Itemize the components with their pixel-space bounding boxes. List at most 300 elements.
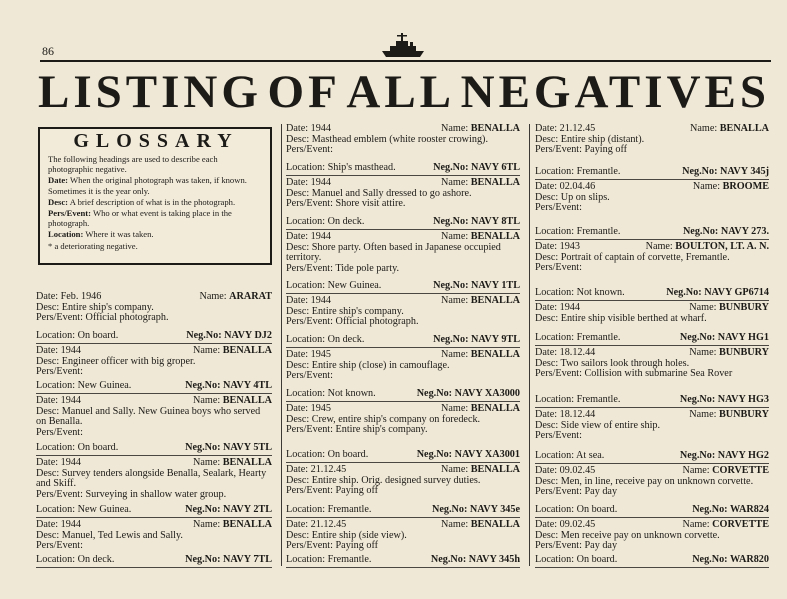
entry-footer (286, 450, 520, 461)
entry-desc: Desc: Portrait of captain of corvette, Fremantle. (535, 251, 730, 263)
entry-location: Location: At sea. (535, 450, 605, 462)
entry-header (535, 466, 769, 477)
entry-location: Location: Fremantle. (286, 504, 372, 516)
listing-entry (286, 232, 520, 294)
glossary-item (48, 175, 264, 195)
entry-neg-value: WAR824 (729, 504, 769, 516)
glossary-item (48, 208, 264, 228)
entry-pers-event: Pers/Event: Official photograph. (36, 312, 169, 324)
entry-body (535, 348, 769, 380)
entry-name (690, 124, 769, 135)
entry-pers-event: Pers/Event: Tide pole party. (286, 262, 400, 274)
glossary-text: Who or what event is taking place in the photograph. (48, 208, 232, 229)
entry-header (286, 350, 520, 361)
entry-neg-label: Neg.No: (679, 332, 718, 344)
listing-entry (36, 346, 272, 394)
entry-footer (286, 217, 520, 228)
entry-desc: Desc: Crew, entire ship's company on foredeck. (286, 413, 481, 425)
entry-name (682, 520, 769, 531)
entry-neg (185, 505, 272, 516)
glossary-term: Pers/Event: (48, 208, 91, 219)
entry-neg-label: Neg.No: (433, 334, 472, 346)
entry-header (286, 520, 520, 531)
entry-neg-label: Neg.No: (666, 287, 705, 299)
entry-body (286, 465, 520, 497)
entry-header (36, 396, 272, 407)
entry-neg (433, 217, 520, 228)
entry-header (535, 124, 769, 135)
entry-desc: Desc: Men receive pay on unknown corvette. (535, 529, 720, 541)
entry-neg-value: NAVY XA3001 (454, 449, 520, 461)
entry-body (286, 404, 520, 436)
entry-neg (431, 555, 520, 566)
entry-neg-value: NAVY 4TL (223, 380, 272, 392)
glossary-term: Desc: (48, 196, 69, 207)
entry-body (535, 124, 769, 156)
listing-entry (535, 410, 769, 464)
entry-body (535, 182, 769, 214)
listing-entry (286, 520, 520, 568)
entry-name-value: BROOME (722, 181, 769, 192)
entry-header (36, 292, 272, 303)
entry-date: Date: 18.12.44 (535, 409, 596, 420)
entry-neg-label: Neg.No: (185, 442, 224, 454)
entry-name-value: BENALLA (470, 519, 520, 530)
entry-name-value: CORVETTE (712, 519, 769, 530)
glossary-term: Date: (48, 175, 69, 186)
entry-date: Date: 1944 (286, 177, 331, 188)
column-divider (529, 124, 530, 566)
entry-neg (185, 381, 272, 392)
entry-desc: Desc: Survey tenders alongside Benalla, Sealark, Hearty and Skiff. (36, 467, 267, 490)
entry-neg-label: Neg.No: (692, 554, 730, 566)
entry-header (286, 296, 520, 307)
entry-name-value: BENALLA (222, 345, 272, 356)
entry-name-label: Name: (199, 291, 230, 302)
entry-name (193, 396, 272, 407)
ship-icon (380, 30, 426, 58)
entry-neg-value: NAVY 8TL (471, 216, 520, 228)
entry-location: Location: On deck. (36, 554, 115, 566)
entry-neg-label: Neg.No: (416, 449, 455, 461)
entry-neg-value: NAVY DJ2 (224, 330, 272, 342)
entry-desc: Desc: Manuel and Sally. New Guinea boys who served on Benalla. (36, 405, 261, 428)
entry-header (286, 404, 520, 415)
entry-neg (186, 331, 272, 342)
entry-name-label: Name: (689, 409, 719, 420)
listing-entry (286, 465, 520, 518)
entry-name-value: BENALLA (470, 464, 520, 475)
entry-name (689, 410, 769, 421)
entry-location: Location: Fremantle. (286, 554, 372, 566)
glossary-box (38, 127, 272, 265)
entry-location: Location: On board. (286, 449, 369, 461)
entry-neg-label: Neg.No: (433, 280, 472, 292)
entry-date: Date: 1944 (286, 123, 331, 134)
entry-header (535, 520, 769, 531)
entry-name-label: Name: (441, 349, 471, 360)
entry-header (286, 124, 520, 135)
entry-name (689, 348, 769, 359)
glossary-item (48, 197, 264, 207)
entry-footer (36, 381, 272, 392)
entry-date: Date: 1944 (286, 295, 331, 306)
listing-entry (286, 124, 520, 176)
entry-location: Location: New Guinea. (36, 504, 132, 516)
entry-name-value: BUNBURY (718, 302, 769, 313)
entry-body (286, 232, 520, 274)
entry-neg-label: Neg.No: (185, 554, 224, 566)
entry-desc: Desc: Entire ship visible berthed at wharf. (535, 312, 707, 324)
glossary-title: GLOSSARY (73, 130, 239, 152)
entry-name-value: BENALLA (470, 295, 520, 306)
entry-header (36, 458, 272, 469)
entry-footer (36, 331, 272, 342)
entry-desc: Desc: Two sailors look through holes. (535, 357, 690, 369)
entry-body (286, 296, 520, 328)
entry-neg-value: NAVY 2TL (223, 504, 272, 516)
entry-pers-event: Pers/Event: (36, 426, 83, 438)
entry-desc: Desc: Engineer officer with big groper. (36, 355, 196, 367)
entry-pers-event: Pers/Event: (535, 262, 582, 274)
entry-footer (535, 167, 769, 178)
listing-entry (286, 404, 520, 463)
entry-neg-value: NAVY 345e (469, 504, 520, 516)
glossary-text: A brief description of what is in the photograph. (68, 196, 236, 207)
entry-footer (286, 555, 520, 566)
entry-name (441, 520, 520, 531)
entry-date: Date: 1943 (535, 241, 580, 252)
entry-neg (433, 163, 520, 174)
entry-date: Date: 18.12.44 (535, 347, 596, 358)
entry-name (441, 296, 520, 307)
entry-name-value: BENALLA (719, 123, 769, 134)
entry-date: Date: 1944 (36, 395, 81, 406)
entry-location: Location: New Guinea. (36, 380, 132, 392)
entry-neg-value: NAVY 1TL (471, 280, 520, 292)
entry-name-value: BENALLA (222, 395, 272, 406)
entry-neg-label: Neg.No: (679, 450, 718, 462)
entry-desc: Desc: Side view of entire ship. (535, 419, 661, 431)
entry-neg-value: NAVY 6TL (471, 162, 520, 174)
entry-neg-value: NAVY 7TL (223, 554, 272, 566)
entry-neg-value: NAVY GP6714 (704, 287, 769, 299)
entry-neg-value: NAVY 273. (720, 226, 769, 238)
entry-date: Date: 1944 (36, 345, 81, 356)
entry-neg-label: Neg.No: (185, 504, 224, 516)
entry-footer (286, 505, 520, 516)
entry-header (535, 242, 769, 253)
entry-name-label: Name: (689, 347, 719, 358)
page-number: 86 (42, 44, 54, 58)
entry-name (441, 465, 520, 476)
listing-entry (535, 182, 769, 240)
entry-date: Date: 02.04.46 (535, 181, 596, 192)
entry-location: Location: On deck. (286, 216, 365, 228)
entry-footer (36, 443, 272, 454)
entry-footer (535, 227, 769, 238)
glossary-text: Where it was taken. (83, 229, 154, 240)
entry-name-label: Name: (682, 519, 713, 530)
entry-date: Date: 1945 (286, 403, 331, 414)
entry-name-label: Name: (441, 464, 471, 475)
title-word: NEGATIVES (460, 66, 770, 118)
entry-name-value: BOULTON, LT. A. N. (675, 241, 769, 252)
listing-entry (286, 178, 520, 230)
entry-name (193, 458, 272, 469)
entry-name-label: Name: (690, 123, 720, 134)
entry-desc: Desc: Manuel, Ted Lewis and Sally. (36, 529, 183, 541)
entry-neg-label: Neg.No: (431, 504, 470, 516)
entry-neg-label: Neg.No: (416, 388, 455, 400)
entry-neg-label: Neg.No: (433, 216, 472, 228)
entry-footer (286, 163, 520, 174)
entry-date: Date: 1944 (286, 231, 331, 242)
entry-neg-label: Neg.No: (433, 162, 472, 174)
entry-neg (680, 333, 769, 344)
entry-location: Location: On deck. (286, 334, 365, 346)
entry-footer (36, 505, 272, 516)
entry-neg (680, 451, 769, 462)
entry-name-value: BUNBURY (718, 347, 769, 358)
entry-location: Location: Fremantle. (535, 166, 621, 178)
entry-name-label: Name: (441, 231, 471, 242)
entry-body (286, 178, 520, 210)
entry-body (535, 520, 769, 552)
listing-entry (286, 350, 520, 402)
entry-footer (286, 335, 520, 346)
entry-body (535, 303, 769, 324)
entry-location: Location: New Guinea. (286, 280, 382, 292)
entry-location: Location: Fremantle. (535, 332, 621, 344)
entry-body (36, 458, 272, 500)
entry-neg-value: NAVY HG1 (717, 332, 769, 344)
entry-pers-event: Pers/Event: Surveying in shallow water group. (36, 488, 227, 500)
entry-neg-label: Neg.No: (679, 394, 718, 406)
entry-pers-event: Pers/Event: Official photograph. (286, 316, 419, 328)
entry-name (441, 404, 520, 415)
glossary-note: * a deteriorating negative. (48, 240, 138, 251)
entry-neg-label: Neg.No: (692, 504, 730, 516)
entry-footer (535, 451, 769, 462)
entry-name-label: Name: (441, 177, 471, 188)
entry-neg-label: Neg.No: (682, 226, 721, 238)
entry-neg (692, 505, 769, 516)
entry-location: Location: Ship's masthead. (286, 162, 396, 174)
entry-footer (535, 505, 769, 516)
listing-entry (36, 396, 272, 456)
entry-location: Location: Fremantle. (535, 394, 621, 406)
entry-neg (417, 389, 520, 400)
entry-date: Date: 09.02.45 (535, 465, 596, 476)
entry-name (199, 292, 272, 303)
entry-neg-value: NAVY HG3 (717, 394, 769, 406)
listing-entry (535, 466, 769, 518)
entry-desc: Desc: Entire ship (close) in camouflage. (286, 359, 450, 371)
entry-date: Date: 09.02.45 (535, 519, 596, 530)
glossary-text: When the original photograph was taken, if known. Sometimes it is the year only. (48, 175, 247, 196)
entry-location: Location: On board. (36, 442, 119, 454)
entry-name (441, 178, 520, 189)
entry-pers-event: Pers/Event: (36, 366, 83, 378)
entry-footer (535, 333, 769, 344)
entry-neg (682, 167, 769, 178)
entry-name-value: BENALLA (222, 519, 272, 530)
entry-neg-label: Neg.No: (430, 554, 469, 566)
entry-name (193, 346, 272, 357)
entry-location: Location: Not known. (535, 287, 625, 299)
listing-entry (535, 303, 769, 346)
entry-pers-event: Pers/Event: Shore visit attire. (286, 198, 406, 210)
entry-desc: Desc: Entire ship (side view). (286, 529, 407, 541)
entry-name-value: BENALLA (470, 349, 520, 360)
entry-desc: Desc: Masthead emblem (white rooster crowing). (286, 133, 488, 145)
listing-entry (535, 124, 769, 180)
entry-date: Date: 21.12.45 (286, 519, 347, 530)
entry-neg-value: NAVY XA3000 (454, 388, 520, 400)
entry-neg (683, 227, 769, 238)
entry-desc: Desc: Entire ship. Orig. designed survey duties. (286, 474, 481, 486)
entry-name (689, 303, 769, 314)
title-word: OF (267, 66, 341, 118)
entry-neg-value: WAR820 (729, 554, 769, 566)
title-word: ALL (346, 66, 456, 118)
listing-entry (286, 296, 520, 348)
entry-body (36, 292, 272, 324)
entry-name (693, 182, 769, 193)
entry-date: Date: 21.12.45 (286, 464, 347, 475)
entry-name-label: Name: (682, 465, 713, 476)
entry-name-label: Name: (441, 403, 471, 414)
entry-date: Date: 1944 (36, 519, 81, 530)
entry-name-value: CORVETTE (712, 465, 769, 476)
entry-desc: Desc: Entire ship (distant). (535, 133, 645, 145)
entry-name-value: BENALLA (222, 457, 272, 468)
entry-neg (666, 288, 769, 299)
entry-name-value: BUNBURY (718, 409, 769, 420)
entry-neg-value: NAVY 345j (720, 166, 769, 178)
entry-neg (185, 443, 272, 454)
entry-header (535, 348, 769, 359)
listing-entry (535, 520, 769, 568)
entry-pers-event: Pers/Event: Pay day (535, 486, 618, 498)
listing-entry (535, 242, 769, 301)
entry-date: Date: 21.12.45 (535, 123, 596, 134)
entry-footer (535, 555, 769, 566)
entry-name-label: Name: (441, 519, 471, 530)
entry-header (286, 232, 520, 243)
entry-neg (433, 335, 520, 346)
entry-pers-event: Pers/Event: Pay day (535, 540, 618, 552)
entry-pers-event: Pers/Event: Entire ship's company. (286, 424, 428, 436)
entry-pers-event: Pers/Event: Collision with submarine Sea Rover (535, 368, 733, 380)
entry-pers-event: Pers/Event: (286, 144, 333, 156)
entry-name-label: Name: (193, 519, 223, 530)
entry-name (441, 124, 520, 135)
entry-name-label: Name: (193, 457, 223, 468)
entry-date: Date: Feb. 1946 (36, 291, 102, 302)
entry-location: Location: Not known. (286, 388, 376, 400)
entry-header (36, 520, 272, 531)
entry-header (535, 182, 769, 193)
entry-body (286, 350, 520, 382)
entry-pers-event: Pers/Event: (286, 370, 333, 382)
listing-entry (36, 458, 272, 518)
listing-entry (36, 520, 272, 568)
entry-neg (185, 555, 272, 566)
entry-neg (432, 505, 520, 516)
entry-pers-event: Pers/Event: (36, 540, 83, 552)
entry-name (441, 232, 520, 243)
entry-neg (692, 555, 769, 566)
listing-entry (535, 348, 769, 408)
entry-date: Date: 1944 (535, 302, 580, 313)
column-divider (281, 124, 282, 566)
entry-desc: Desc: Manuel and Sally dressed to go ashore. (286, 187, 472, 199)
entry-name-value: BENALLA (470, 231, 520, 242)
entry-footer (286, 389, 520, 400)
entry-location: Location: On board. (535, 504, 618, 516)
entry-location: Location: On board. (535, 554, 618, 566)
entry-date: Date: 1945 (286, 349, 331, 360)
entry-pers-event: Pers/Event: Paying off (535, 144, 628, 156)
entry-name-label: Name: (689, 302, 719, 313)
entry-name-label: Name: (692, 181, 723, 192)
entry-pers-event: Pers/Event: (535, 202, 582, 214)
entry-name-label: Name: (441, 123, 471, 134)
entry-header (535, 303, 769, 314)
entry-pers-event: Pers/Event: (535, 430, 582, 442)
page-title (38, 66, 770, 118)
entry-body (535, 242, 769, 274)
entry-neg-value: NAVY HG2 (717, 450, 769, 462)
entry-neg-label: Neg.No: (682, 166, 721, 178)
entry-name-label: Name: (193, 345, 223, 356)
entry-name-value: BENALLA (470, 177, 520, 188)
entry-footer (535, 395, 769, 406)
entry-neg (433, 281, 520, 292)
entry-name-value: BENALLA (470, 123, 520, 134)
entry-body (36, 346, 272, 378)
glossary-term: Location: (48, 229, 84, 240)
entry-desc: Desc: Up on slips. (535, 191, 610, 203)
entry-neg-value: NAVY 9TL (471, 334, 520, 346)
entry-desc: Desc: Entire ship's company. (36, 301, 154, 313)
entry-name-label: Name: (645, 241, 676, 252)
entry-pers-event: Pers/Event: Paying off (286, 485, 379, 497)
entry-name-label: Name: (193, 395, 223, 406)
entry-body (286, 124, 520, 156)
entry-header (36, 346, 272, 357)
entry-body (535, 410, 769, 442)
header-rule (40, 60, 771, 62)
listing-entry (36, 292, 272, 344)
entry-header (535, 410, 769, 421)
entry-neg (680, 395, 769, 406)
title-word: LISTING (38, 66, 262, 118)
entry-body (36, 520, 272, 552)
entry-footer (286, 281, 520, 292)
entry-location: Location: On board. (36, 330, 119, 342)
entry-neg-value: NAVY 345h (468, 554, 520, 566)
entry-neg-value: NAVY 5TL (223, 442, 272, 454)
entry-name-value: BENALLA (470, 403, 520, 414)
entry-body (535, 466, 769, 498)
entry-body (286, 520, 520, 552)
glossary-intro: The following headings are used to describe each photographic negative. (48, 154, 218, 175)
entry-pers-event: Pers/Event: Paying off (286, 540, 379, 552)
entry-location: Location: Fremantle. (535, 226, 621, 238)
